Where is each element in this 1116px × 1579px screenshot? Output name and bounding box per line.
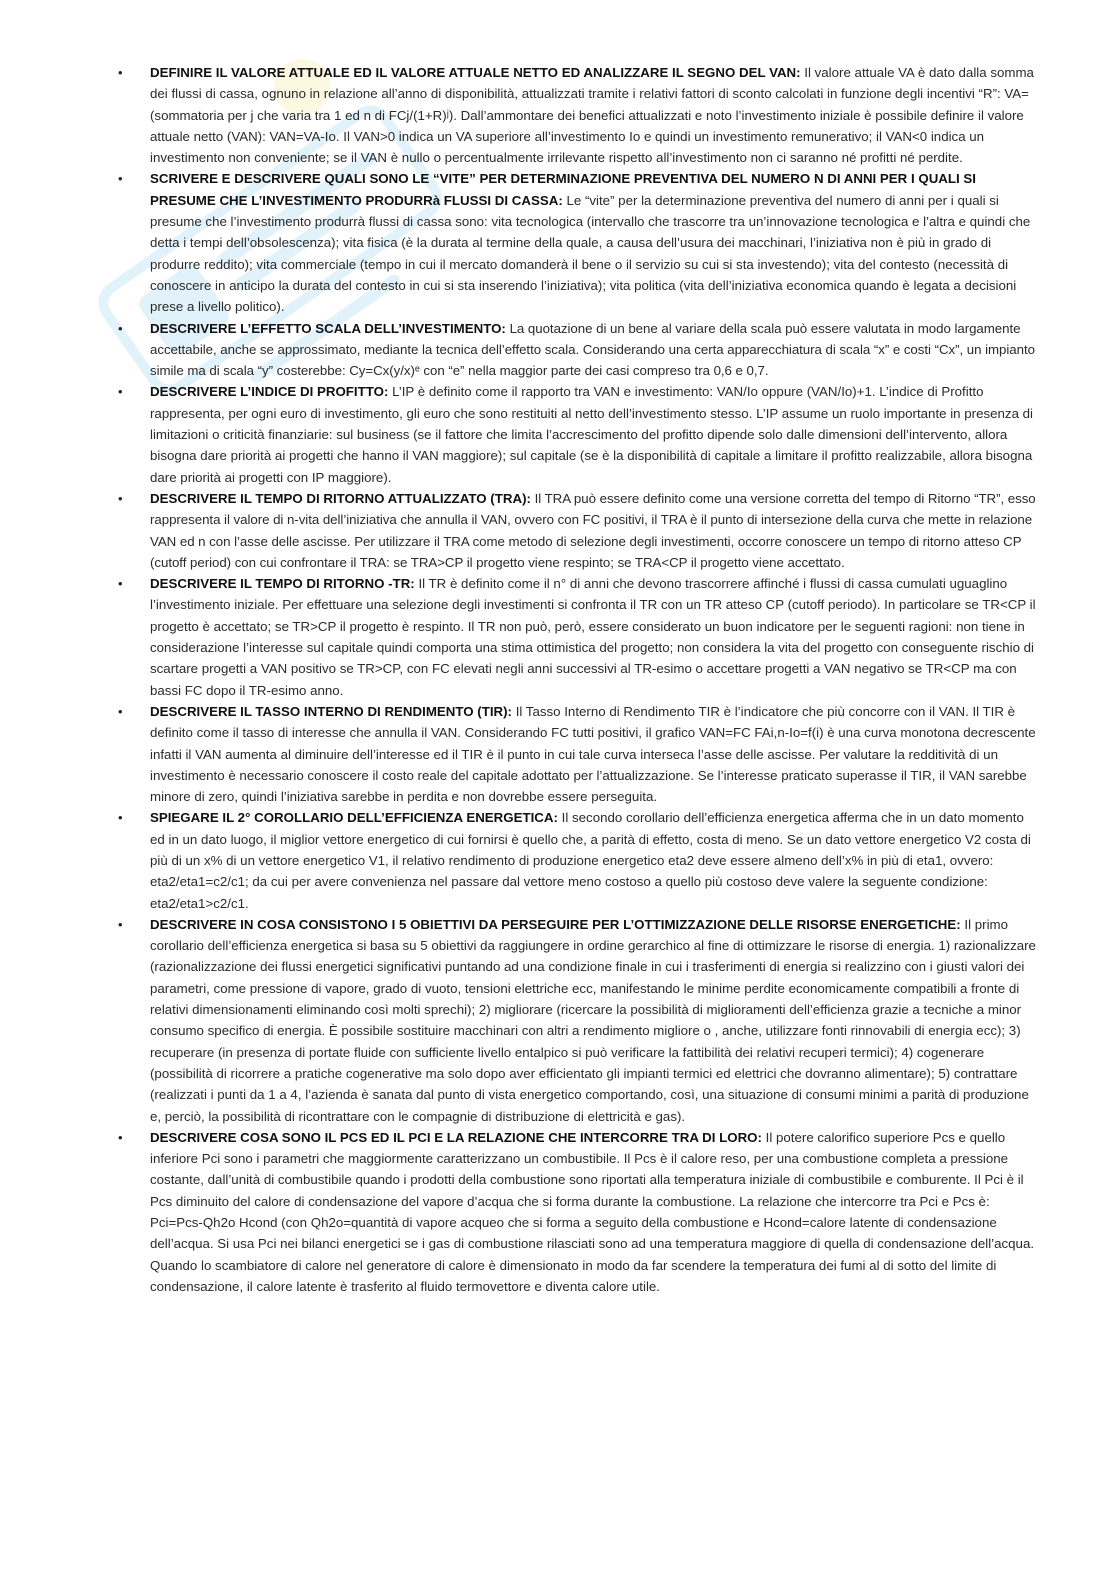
question-heading: DESCRIVERE L’EFFETTO SCALA DELL’INVESTIMENTO:	[150, 320, 506, 336]
list-item	[118, 807, 1036, 913]
bullet-icon: •	[118, 384, 123, 400]
bullet-icon: •	[118, 1129, 123, 1145]
list-item	[118, 701, 1036, 807]
list-item	[118, 1127, 1036, 1297]
bullet-icon: •	[118, 576, 123, 592]
bullet-icon: •	[118, 490, 123, 506]
list-item	[118, 62, 1036, 168]
question-heading: SPIEGARE IL 2° COROLLARIO DELL’EFFICIENZA ENERGETICA:	[150, 810, 558, 826]
question-heading: DESCRIVERE IL TEMPO DI RITORNO ATTUALIZZATO (TRA):	[150, 490, 531, 506]
answer-text: Il potere calorifico superiore Pcs e quello inferiore Pci sono i parametri che maggiormente caratterizzano un combustibile. Il Pcs è il calore reso, per una combustione completa a pressione costante, dall’unità di combustibile quando i prodotti della combustione sono riportati alla temperatura iniziale di combustibile e comburente. Il Pci è il Pcs diminuito del calore di condensazione del vapore d’acqua che si forma durante la combustione. La relazione che intercorre tra Pci e Pcs è: Pci=Pcs-Qh2o Hcond (con Qh2o=quantità di vapore acqueo che si forma a seguito della combustione e Hcond=calore latente di condensazione dell’acqua. Si usa Pci nei bilanci energetici se i gas di combustione rilasciati sono ad una temperatura maggiore di quella di condensazione dell’acqua. Quando lo scambiatore di calore nel generatore di calore è dimensionato in modo da far scendere la temperatura dei fumi al di sotto del limite di condensazione, il calore latente è trasferito al fluido termovettore e diventa calore utile.	[150, 1129, 1035, 1294]
list-item	[118, 318, 1036, 382]
list-item	[118, 914, 1036, 1127]
bullet-icon: •	[118, 171, 123, 187]
qa-list	[118, 62, 1036, 1297]
answer-text: Il secondo corollario dell’efficienza energetica afferma che in un dato momento ed in un dato luogo, il miglior vettore energetico di cui fornirsi è quello che, a parità di effetto, costa di meno. Se un dato vettore energetico V2 costa di più di un x% di un vettore energetico V1, il relativo rendimento di produzione energetico eta2 deve essere almeno dell’x% in più di eta1, ovvero: eta2/eta1=c2/c1; da cui per avere convenienza nel passare dal vettore meno costoso a quello più costoso deve valere la seguente condizione: eta2/eta1>c2/c1.	[150, 810, 1031, 911]
answer-text: L’IP è definito come il rapporto tra VAN e investimento: VAN/Io oppure (VAN/Io)+1. L’indice di Profitto rappresenta, per ogni euro di investimento, gli euro che sono restituiti al netto dell’investimento stesso. L’IP assume un ruolo importante in presenza di limitazioni o criticità finanziarie: sul business (se il fattore che limita l’accrescimento del profitto dipende solo dalle dimensioni dell’intervento, allora bisogna dare priorità ai progetti che hanno il VAN maggiore); sul capitale (se è la disponibilità di capitale a limitare il profitto realizzabile, allora bisogna dare priorità ai progetti con IP maggiore).	[150, 384, 1034, 485]
question-heading: DESCRIVERE IL TASSO INTERNO DI RENDIMENTO (TIR):	[150, 703, 512, 719]
answer-text: La quotazione di un bene al variare della scala può essere valutata in modo largamente accettabile, anche se approssimato, mediante la tecnica dell’effetto scala. Considerando una certa apparecchiatura di scala “x” e costi “Cx”, un impianto simile ma di scala “y” costerebbe: Cy=Cx(y/x)ᵉ con “e” nella maggior parte dei casi compreso tra 0,6 e 0,7.	[150, 320, 1035, 379]
list-item	[118, 381, 1036, 487]
bullet-icon: •	[118, 320, 123, 336]
question-heading: DESCRIVERE L’INDICE DI PROFITTO:	[150, 384, 389, 400]
document-body	[118, 62, 1036, 1297]
bullet-icon: •	[118, 65, 123, 80]
question-heading: DESCRIVERE IN COSA CONSISTONO I 5 OBIETTIVI DA PERSEGUIRE PER L’OTTIMIZZAZIONE DELLE RISORSE ENERGETICHE:	[150, 916, 961, 932]
bullet-icon: •	[118, 703, 123, 719]
answer-text: Il primo corollario dell’efficienza energetica si basa su 5 obiettivi da raggiungere in ordine gerarchico al fine di ottimizzare le risorse di energia. 1) razionalizzare (razionalizzazione dei flussi energetici significativi puntando ad una condizione finale in cui i trasferimenti di energia si realizzino con i giusti valori dei parametri, come pressione di vapore, grado di vuoto, tensioni elettriche ecc, manifestando le minime perdite economicamente compatibili a fronte di relativi dimensionamenti eliminando così molti sprechi); 2) migliorare (ricercare la possibilità di miglioramenti dell’efficienza grazie a tecniche a minor consumo specifico di energia. È possibile sostituire macchinari con altri a rendimento migliore o , anche, utilizzare fonti rinnovabili di energia ecc); 3) recuperare (in presenza di portate fluide con sufficiente livello entalpico si può verificare la fattibilità dei relativi recuperi termici); 4) cogenerare (possibilità di ricorrere a pratiche cogenerative ma solo dopo aver efficientato gli impianti termici ed elettrici che dovranno alimentare); 5) contrattare (realizzati i punti da 1 a 4, l’azienda è sanata dal punto di vista energetico comportando, così, una situazione di consumi minimi a parità di produzione e, perciò, la possibilità di ricontrattare con le compagnie di distribuzione di elettricità e gas).	[150, 916, 1036, 1124]
bullet-icon: •	[118, 810, 123, 826]
question-heading: DEFINIRE IL VALORE ATTUALE ED IL VALORE ATTUALE NETTO ED ANALIZZARE IL SEGNO DEL VAN:	[150, 65, 801, 80]
answer-text: Il valore attuale VA è dato dalla somma dei flussi di cassa, ognuno in relazione all’anno di disponibilità, attualizzati tramite i relativi fattori di sconto calcolati in funzione degli incentivi “R”: VA=(sommatoria per j che varia tra 1 ed n di FCj/(1+R)ʲ). Dall’ammontare dei benefici attualizzati e noto l’investimento iniziale è possibile definire il valore attuale netto (VAN): VAN=VA-Io. Il VAN>0 indica un VA superiore all’investimento Io e quindi un investimento remunerativo; il VAN<0 indica un investimento non conveniente; se il VAN è nullo o percentualmente irrilevante rispetto all’investimento non ci saranno né profitti né perdite.	[150, 65, 1034, 166]
answer-text: Il TR è definito come il n° di anni che devono trascorrere affinché i flussi di cassa cumulati uguaglino l’investimento iniziale. Per effettuare una selezione degli investimenti si confronta il TR con un TR atteso CP (cutoff periodo). In particolare se TR<CP il progetto è accettato; se TR>CP il progetto è respinto. Il TR non può, però, essere considerato un buon indicatore per le seguenti ragioni: non tiene in considerazione l’interesse sul capitale quindi comporta una stima ottimistica del progetto; non considera la vita del progetto con conseguente rischio di scartare progetti a VAN positivo se TR>CP, con FC elevati negli anni successivi al TR-esimo o accettare progetti a VAN negativo se TR<CP ma con bassi FC dopo il TR-esimo anno.	[150, 576, 1036, 698]
bullet-icon: •	[118, 916, 123, 932]
list-item	[118, 168, 1036, 317]
list-item	[118, 573, 1036, 701]
question-heading: SCRIVERE E DESCRIVERE QUALI SONO LE “VITE” PER DETERMINAZIONE PREVENTIVA DEL NUMERO N DI ANNI PER I QUALI SI PRESUME CHE L’INVESTIMENTO PRODURRà FLUSSI DI CASSA:	[150, 171, 976, 208]
question-heading: DESCRIVERE COSA SONO IL PCS ED IL PCI E LA RELAZIONE CHE INTERCORRE TRA DI LORO:	[150, 1129, 762, 1145]
question-heading: DESCRIVERE IL TEMPO DI RITORNO -TR:	[150, 576, 415, 592]
answer-text: Il TRA può essere definito come una versione corretta del tempo di Ritorno “TR”, esso rappresenta il valore di n-vita dell’iniziativa che annulla il VAN, ovvero con FC positivi, il TRA è il punto di intersezione della curva che mette in relazione VAN ed n con l’asse delle ascisse. Per utilizzare il TRA come metodo di selezione degli investimenti, occorre conoscere un tempo di ritorno atteso CP (cutoff period) con cui confrontare il TRA: se TRA>CP il progetto viene respinto; se TRA<CP il progetto viene accettato.	[150, 490, 1036, 570]
answer-text: Il Tasso Interno di Rendimento TIR è l’indicatore che più concorre con il VAN. Il TIR è definito come il tasso di interesse che annulla il VAN. Considerando FC tutti positivi, il grafico VAN=FC FAi,n-Io=f(i) è una curva monotona decrescente infatti il VAN aumenta al diminuire dell’interesse ed il TIR è il punto in cui tale curva interseca l’asse delle ascisse. Per valutare la redditività di un investimento è necessario conoscere il costo reale del capitale adottato per l’attualizzazione. Se l’interesse praticato superasse il TIR, il VAN sarebbe minore di zero, quindi l’iniziativa sarebbe in perdita e non dovrebbe essere perseguita.	[150, 703, 1036, 805]
answer-text: Le “vite” per la determinazione preventiva del numero di anni per i quali si presume che l’investimento produrrà flussi di cassa sono: vita tecnologica (intervallo che trascorre tra un’innovazione tecnologica e l’altra e quindi che detta i tempi dell’obsolescenza); vita fisica (è la durata al termine della quale, a causa dell’usura dei macchinari, l’iniziativa non è più in grado di produrre reddito); vita commerciale (tempo in cui il mercato domanderà il bene o il servizio su cui si sta investendo); vita del contesto (necessità di conoscere in anticipo la durata del contesto in cui si sta inserendo l’iniziativa); vita politica (vita dell’iniziativa economica quando è legata a decisioni prese a livello politico).	[150, 192, 1031, 315]
list-item	[118, 488, 1036, 573]
